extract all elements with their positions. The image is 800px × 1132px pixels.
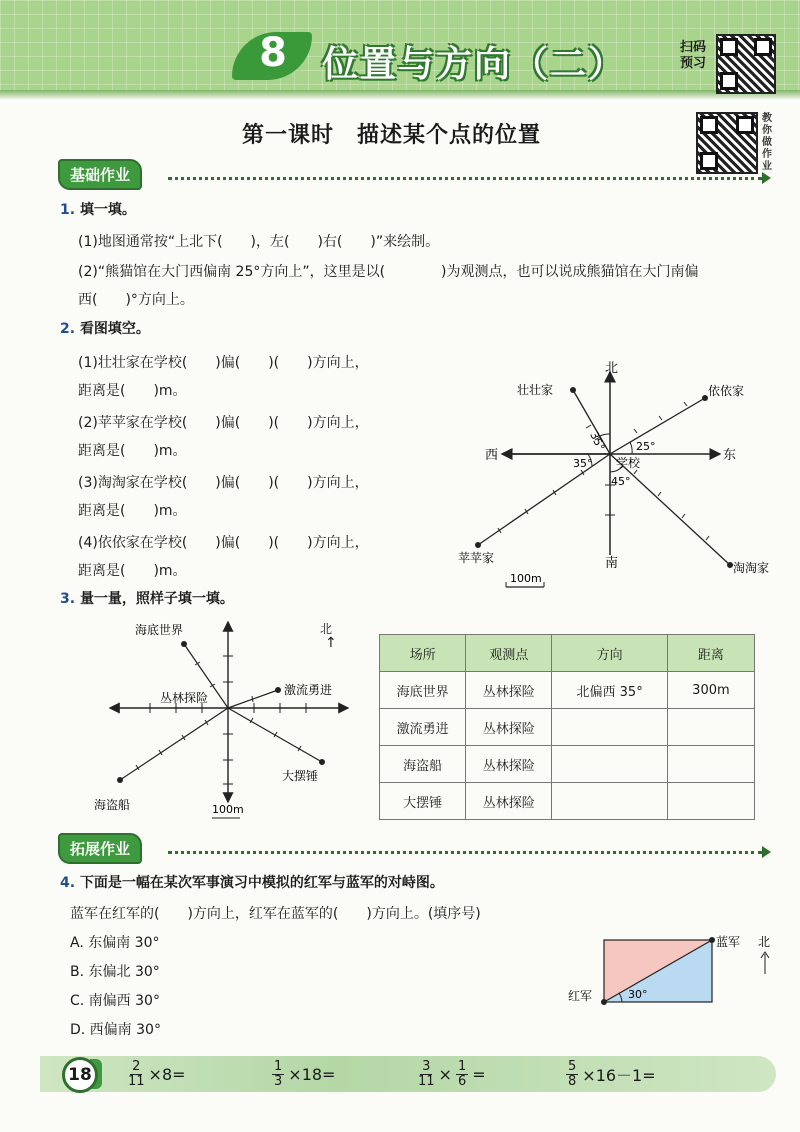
angle-nw: 35° [587,429,608,453]
table-row [380,746,755,783]
table-cell: 大摆锤 [380,783,466,820]
angle-se: 45° [611,475,631,488]
label-north: 北 [605,361,619,376]
q4-option-d[interactable]: D. 西偏南 30° [70,1022,161,1038]
calc-rest: = [472,1065,486,1084]
table-header: 距离 [667,635,754,672]
banner-shadow [0,90,800,100]
answer-cell[interactable] [552,783,667,820]
calc-2 [272,1060,335,1089]
label-school: 学校 [616,456,641,470]
calc-rest: ×16－1= [582,1066,656,1085]
label-west: 西 [485,448,499,463]
q3-number: 3. [60,591,76,607]
q1-line2: (2)“熊猫馆在大门西偏南 25°方向上”，这里是以( )为观测点，也可以说成熊猫馆在大门南偏 [78,264,699,280]
section-divider [168,851,762,854]
calc-1 [128,1060,186,1089]
scale-label: 100m [212,803,244,816]
q4-option-c[interactable]: C. 南偏西 30° [70,993,160,1009]
q3-table [379,634,755,820]
label-taotao: 淘淘家 [733,561,770,575]
q4-standoff-diagram [560,928,780,1008]
chapter-number: 8 [259,30,287,76]
table-cell: 丛林探险 [466,709,552,746]
angle-label: 30° [628,988,648,1001]
q2-item1-b: 距离是( )m。 [78,383,187,399]
table-row [380,709,755,746]
q1-line1: (1)地图通常按“上北下( )，左( )右( )”来绘制。 [78,234,440,250]
ray-taotao [610,454,730,565]
q1-title: 填一填。 [79,202,136,218]
denominator: 11 [418,1074,435,1089]
q2-number: 2. [60,321,76,337]
numerator: 5 [568,1059,577,1074]
q1-line3: 西( )°方向上。 [78,292,194,308]
calc-4 [566,1060,656,1089]
table-cell: 海底世界 [380,672,466,709]
table-header: 方向 [552,635,667,672]
scale-label: 100m [510,572,542,585]
denominator: 6 [457,1074,467,1089]
denominator: 11 [128,1074,145,1089]
q4-heading [60,872,444,892]
q2-heading [60,318,150,338]
q2-item2-a: (2)苹苹家在学校( )偏( )( )方向上， [78,415,369,431]
ray-haidao [120,708,228,780]
qr-code-preview[interactable] [716,34,776,94]
numerator: 3 [422,1059,431,1074]
angle-sw: 35° [573,457,593,470]
label-yiyi: 依依家 [708,384,745,398]
label-haidi: 海底世界 [135,623,184,637]
arrow-icon [762,846,771,858]
arrow-icon [762,172,771,184]
label-south: 南 [605,556,619,571]
calc-rest: ×18= [288,1065,336,1084]
denominator: 8 [568,1074,577,1089]
label-north: 北 [758,935,771,949]
label-red: 红军 [568,989,593,1003]
table-cell: 北偏西 35° [552,672,667,709]
q4-option-a[interactable]: A. 东偏南 30° [70,935,160,951]
section-extended: 拓展作业 [58,833,142,864]
ray-yiyi [610,398,705,454]
section-basic: 基础作业 [58,159,142,190]
scan-label: 扫码预习 [680,40,707,71]
q1-heading [60,199,136,219]
q2-item3-a: (3)淘淘家在学校( )偏( )( )方向上， [78,475,369,491]
table-cell: 丛林探险 [466,672,552,709]
calc-op: × [438,1065,452,1084]
q2-item4-a: (4)依依家在学校( )偏( )( )方向上， [78,535,369,551]
label-blue: 蓝军 [716,935,741,949]
q4-option-b[interactable]: B. 东偏北 30° [70,964,160,980]
q2-item3-b: 距离是( )m。 [78,503,187,519]
table-row [380,672,755,709]
label-dabaichui: 大摆锤 [282,769,319,783]
q2-item4-b: 距离是( )m。 [78,563,187,579]
answer-cell[interactable] [667,746,754,783]
lesson-title: 第一课时 描述某个点的位置 [242,123,542,148]
q4-title: 下面是一幅在某次军事演习中模拟的红军与蓝军的对峙图。 [79,875,444,891]
table-cell: 丛林探险 [466,746,552,783]
teach-label: 教你做作业 [762,113,772,172]
table-cell: 海盗船 [380,746,466,783]
answer-cell[interactable] [552,746,667,783]
numerator: 1 [274,1059,283,1074]
label-zhuangzhuang: 壮壮家 [517,383,554,397]
numerator: 1 [457,1059,467,1074]
table-cell: 激流勇进 [380,709,466,746]
q1-number: 1. [60,202,76,218]
q2-direction-diagram [440,350,780,595]
q2-item2-b: 距离是( )m。 [78,443,187,459]
label-jiliu: 激流勇进 [284,683,333,697]
angle-ne: 25° [636,440,656,453]
label-haidao: 海盗船 [94,798,131,812]
calc-3 [418,1060,486,1089]
calc-rest: ×8= [148,1065,186,1084]
q4-number: 4. [60,875,76,891]
label-east: 东 [723,448,737,463]
north-arrow-icon: ↑ [325,635,337,651]
q3-title: 量一量，照样子填一填。 [79,591,234,607]
label-center: 丛林探险 [160,691,209,705]
q2-title: 看图填空。 [79,321,150,337]
page-number: 18 [62,1057,98,1093]
table-header: 观测点 [466,635,552,672]
chapter-title: 位置与方向（二） [322,44,627,85]
answer-cell[interactable] [667,783,754,820]
qr-code-homework[interactable] [696,112,758,174]
answer-cell[interactable] [667,709,754,746]
q3-north-label: 北 [320,622,333,636]
answer-cell[interactable] [552,709,667,746]
q3-heading [60,588,234,608]
label-pingping: 苹苹家 [458,551,495,565]
numerator: 2 [132,1059,141,1074]
table-cell: 300m [667,672,754,709]
q2-item1-a: (1)壮壮家在学校( )偏( )( )方向上， [78,355,369,371]
table-cell: 丛林探险 [466,783,552,820]
table-header: 场所 [380,635,466,672]
denominator: 3 [274,1074,283,1089]
table-row [380,783,755,820]
section-divider [168,177,762,180]
q4-line: 蓝军在红军的( )方向上，红军在蓝军的( )方向上。(填序号) [70,906,481,922]
